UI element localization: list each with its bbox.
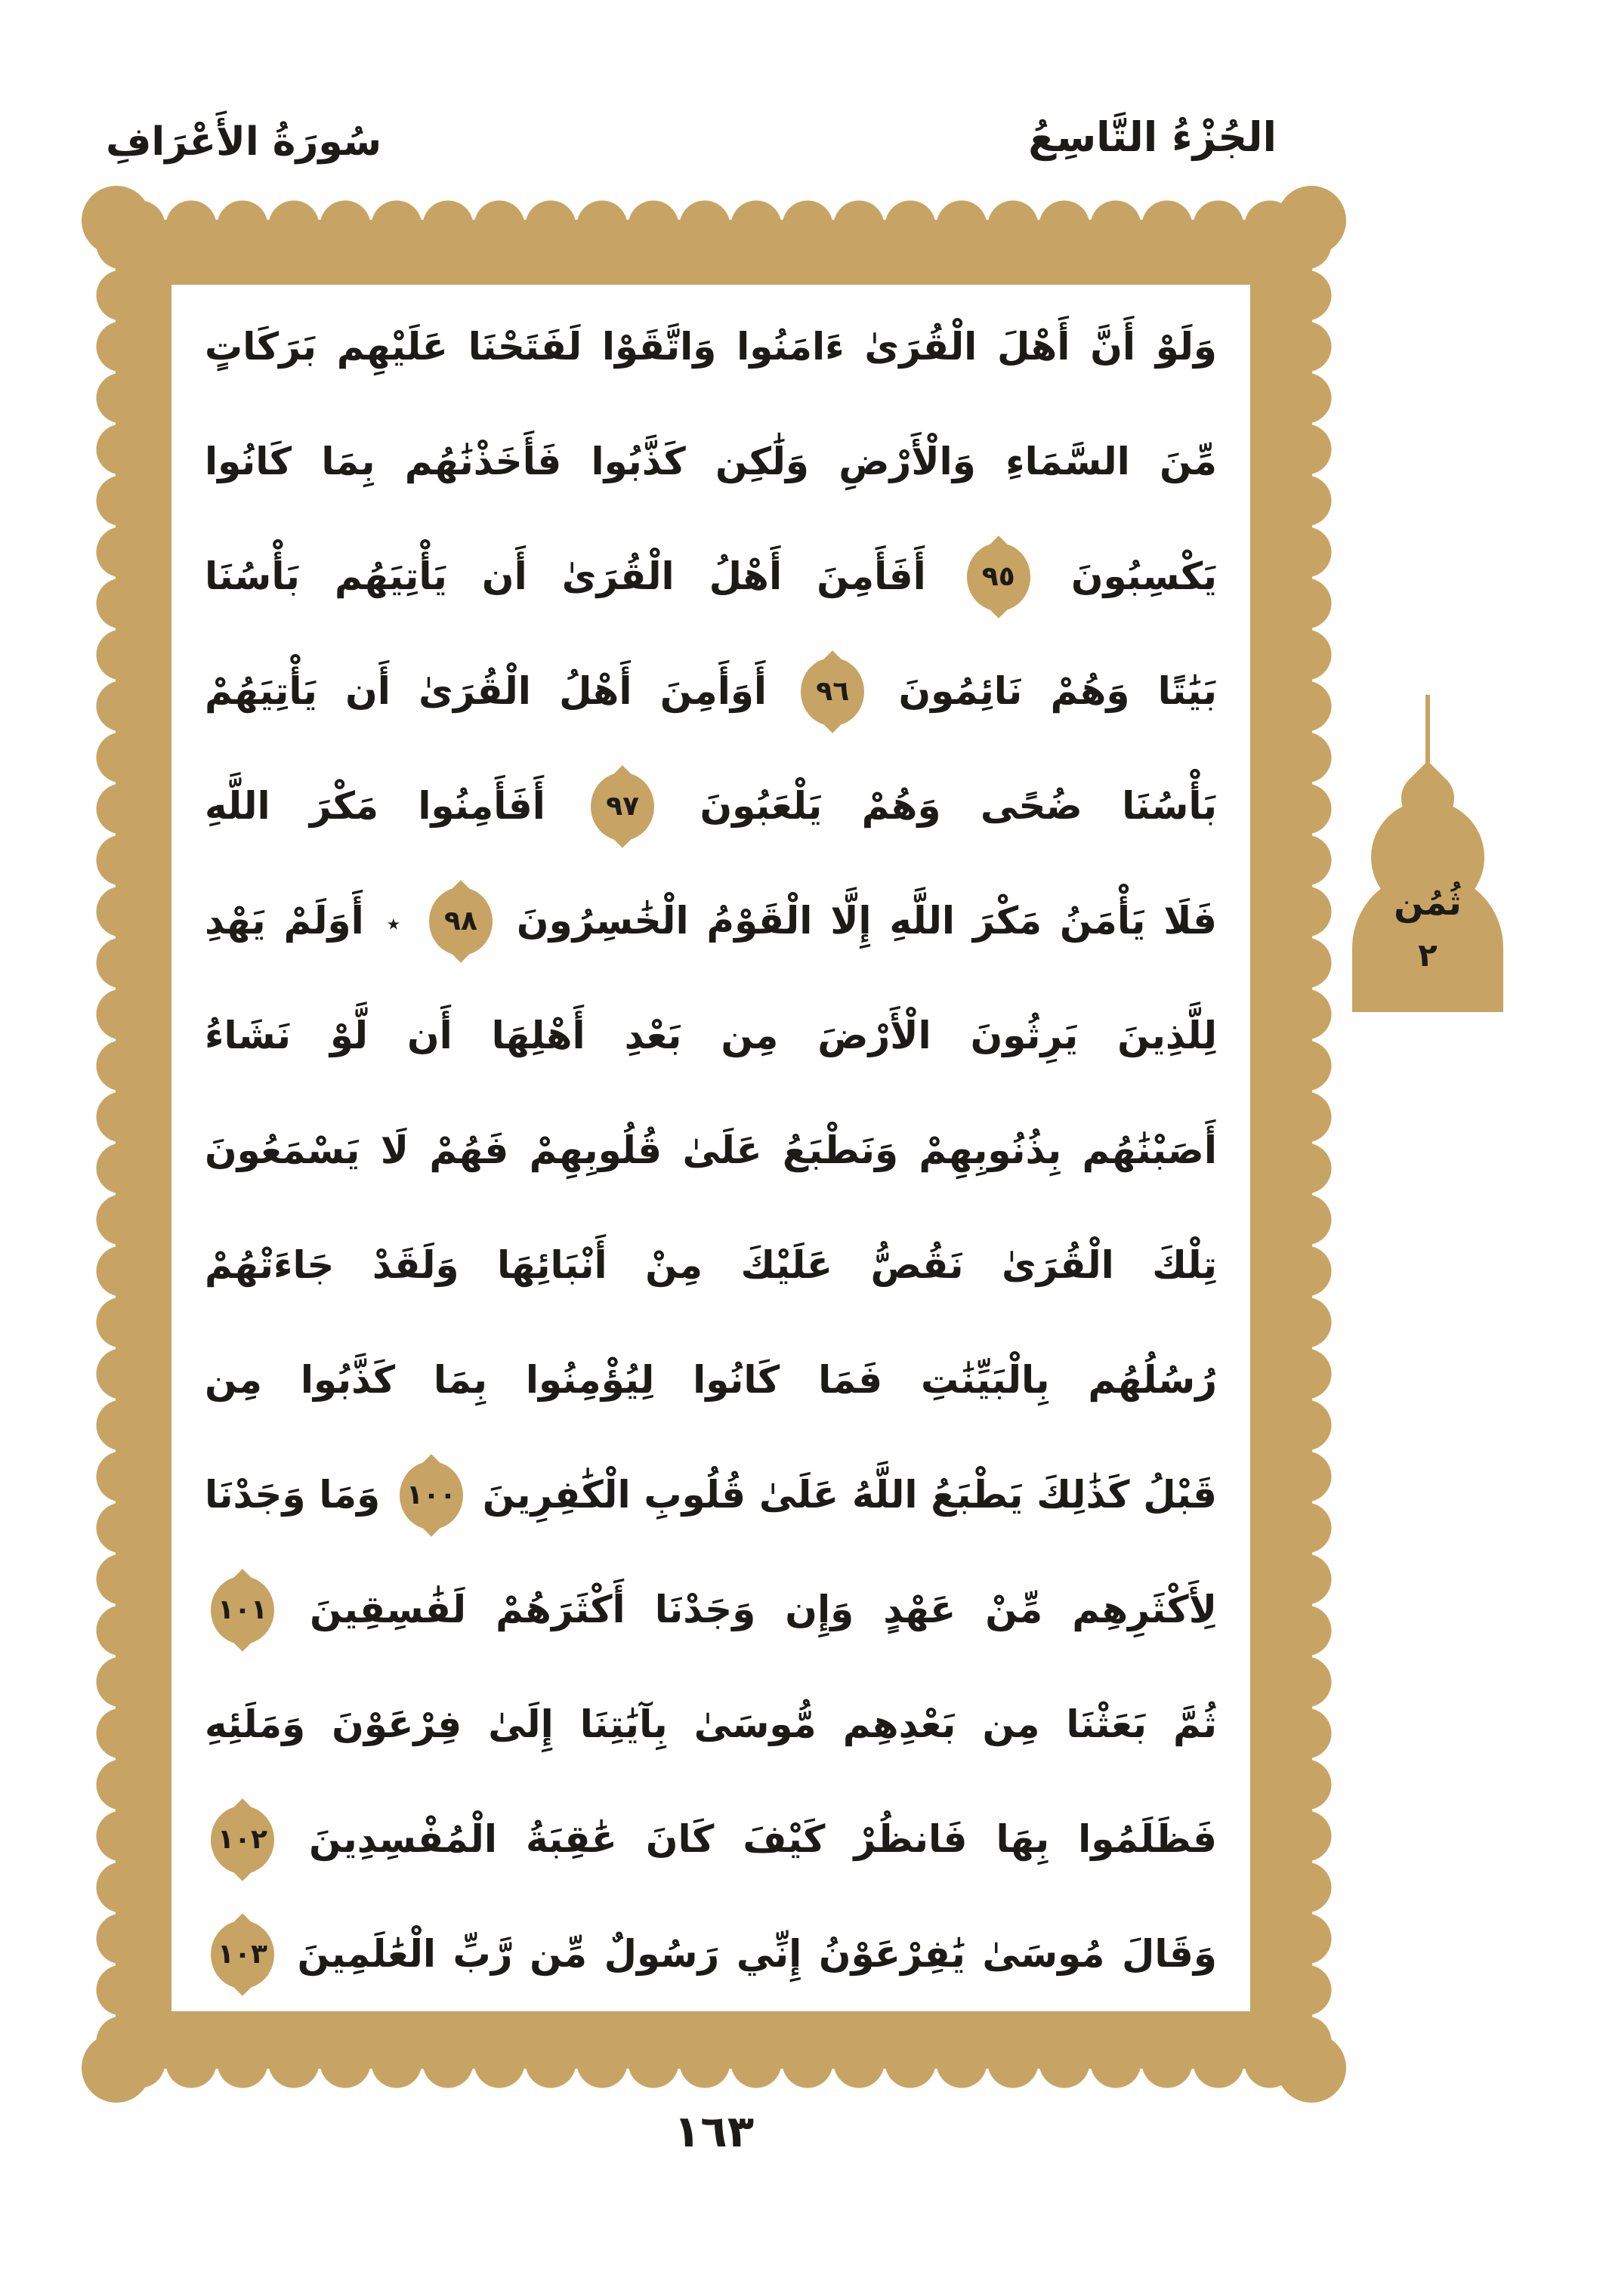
ayah-text: فَلَا يَأْمَنُ مَكْرَ اللَّهِ إِلَّا الْقَوْمُ الْخَٰسِرُونَ: [516, 899, 1217, 943]
quran-line: [205, 863, 1217, 978]
ayah-text: تِلْكَ الْقُرَىٰ نَقُصُّ عَلَيْكَ مِنْ أَنْبَائِهَا وَلَقَدْ جَاءَتْهُمْ: [205, 1243, 1217, 1287]
ayah-text: لِأَكْثَرِهِم مِّنْ عَهْدٍ وَإِن وَجَدْنَا أَكْثَرَهُمْ لَفَٰسِقِينَ: [310, 1588, 1217, 1631]
ayah-text: فَظَلَمُوا بِهَا فَانظُرْ كَيْفَ كَانَ عَٰقِبَةُ الْمُفْسِدِينَ: [309, 1817, 1217, 1861]
thumn-margin-marker: [1352, 695, 1503, 1012]
ayah-text: أَفَأَمِنُوا مَكْرَ اللَّهِ: [205, 784, 545, 828]
ayah-text: مِّنَ السَّمَاءِ وَالْأَرْضِ وَلَٰكِن كَذَّبُوا فَأَخَذْنَٰهُم بِمَا كَانُوا: [205, 440, 1217, 483]
quran-line: [205, 1552, 1217, 1667]
verse-number-rosette: ٩٦: [801, 658, 864, 726]
ayah-text: ثُمَّ بَعَثْنَا مِن بَعْدِهِم مُّوسَىٰ بِآيَٰتِنَا إِلَىٰ فِرْعَوْنَ وَمَلَئِهِ: [205, 1702, 1217, 1746]
verse-number-rosette: ٩٥: [967, 543, 1030, 611]
ayah-text: يَكْسِبُونَ: [1070, 554, 1217, 598]
ayah-text: رُسُلُهُم بِالْبَيِّنَٰتِ فَمَا كَانُوا لِيُؤْمِنُوا بِمَا كَذَّبُوا مِن: [205, 1358, 1217, 1402]
decorative-border-frame: [88, 193, 1339, 2096]
verse-number-rosette: ٩٨: [429, 887, 493, 955]
quran-line: [205, 404, 1217, 519]
ayah-text: وَمَا وَجَدْنَا: [205, 1473, 381, 1517]
quran-line: [205, 978, 1217, 1093]
thumn-number: ٢: [1418, 937, 1438, 974]
surah-title: سُورَةُ الأَعْرَافِ: [106, 119, 382, 165]
quran-line: [205, 748, 1217, 863]
verse-number-rosette: ١٠٠: [400, 1461, 463, 1529]
page-number: ١٦٣: [673, 2106, 755, 2157]
quran-line: [205, 1782, 1217, 1896]
verse-number-rosette: ١٠٣: [211, 1921, 274, 1989]
ayah-text: بَأْسُنَا ضُحًى وَهُمْ يَلْعَبُونَ: [700, 784, 1217, 828]
quran-line: [205, 1437, 1217, 1552]
ayah-text: بَيَٰتًا وَهُمْ نَائِمُونَ: [898, 669, 1217, 713]
ayah-text: لِلَّذِينَ يَرِثُونَ الْأَرْضَ مِن بَعْدِ أَهْلِهَا أَن لَّوْ نَشَاءُ: [205, 1014, 1217, 1057]
rub-el-hizb-icon: ٭: [386, 908, 401, 939]
frame-scallop-edge-bottom: [114, 2064, 1314, 2096]
ayah-text: أَوَلَمْ يَهْدِ: [205, 899, 364, 943]
juz-title: الجُزْءُ التَّاسِعُ: [1028, 113, 1277, 161]
quran-line: [205, 1322, 1217, 1437]
verse-number-rosette: ١٠٢: [211, 1806, 274, 1874]
ayah-text: أَفَأَمِنَ أَهْلُ الْقُرَىٰ أَن يَأْتِيَهُم بَأْسُنَا: [205, 554, 926, 598]
frame-scallop-edge-right: [1308, 218, 1339, 2070]
quran-line: [205, 1896, 1217, 2011]
quran-line: [205, 1093, 1217, 1208]
ayah-text: وَقَالَ مُوسَىٰ يَٰفِرْعَوْنُ إِنِّي رَسُولٌ مِّن رَّبِّ الْعَٰلَمِينَ: [297, 1932, 1217, 1976]
dome-spire-icon: [1425, 695, 1430, 767]
verse-number-rosette: ١٠١: [211, 1576, 274, 1644]
quran-line: [205, 519, 1217, 634]
quran-line: [205, 289, 1217, 404]
ayah-text: قَبْلُ كَذَٰلِكَ يَطْبَعُ اللَّهُ عَلَىٰ قُلُوبِ الْكَٰفِرِينَ: [482, 1473, 1217, 1517]
verse-number-rosette: ٩٧: [591, 773, 654, 841]
ayah-text: أَصَبْنَٰهُم بِذُنُوبِهِمْ وَنَطْبَعُ عَلَىٰ قُلُوبِهِمْ فَهُمْ لَا يَسْمَعُونَ: [205, 1128, 1217, 1172]
quran-line: [205, 634, 1217, 748]
quran-line: [205, 1208, 1217, 1322]
ayah-text: أَوَأَمِنَ أَهْلُ الْقُرَىٰ أَن يَأْتِيَهُمْ: [205, 669, 767, 713]
quran-line: [205, 1667, 1217, 1782]
thumn-label: ثُمُن: [1394, 882, 1462, 923]
quran-text-area: [171, 285, 1250, 2011]
ayah-text: وَلَوْ أَنَّ أَهْلَ الْقُرَىٰ ءَامَنُوا وَاتَّقَوْا لَفَتَحْنَا عَلَيْهِم بَرَكَاتٍ: [205, 325, 1217, 369]
